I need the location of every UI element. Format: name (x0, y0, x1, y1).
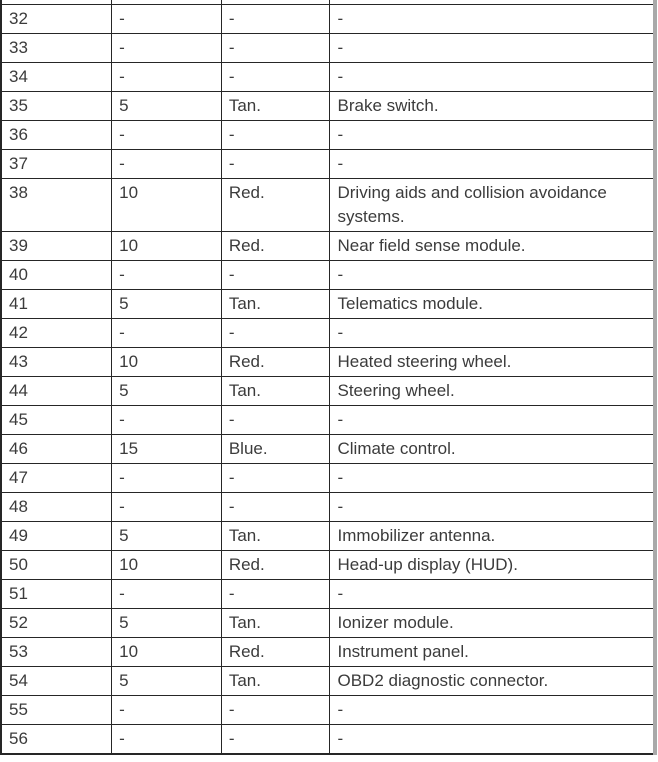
description-cell: - (330, 725, 655, 755)
fuse-table-row (1, 92, 655, 121)
fuse-color-cell: - (221, 34, 330, 63)
fuse-color-cell: Blue. (221, 435, 330, 464)
description-cell: Telematics module. (330, 290, 655, 319)
description-cell: Instrument panel. (330, 638, 655, 667)
fuse-number-cell: 41 (1, 290, 112, 319)
description-cell: - (330, 319, 655, 348)
fuse-color-cell: Red. (221, 638, 330, 667)
fuse-table-row (1, 580, 655, 609)
fuse-table-row (1, 63, 655, 92)
amperage-cell: 10 (112, 348, 222, 377)
description-cell: OBD2 diagnostic connector. (330, 667, 655, 696)
fuse-number-cell: 40 (1, 261, 112, 290)
fuse-color-cell: Red. (221, 232, 330, 261)
description-cell: - (330, 493, 655, 522)
fuse-color-cell: Tan. (221, 609, 330, 638)
fuse-color-cell: - (221, 580, 330, 609)
description-cell: - (330, 34, 655, 63)
fuse-number-cell: 54 (1, 667, 112, 696)
amperage-cell: - (112, 261, 222, 290)
fuse-table-row (1, 261, 655, 290)
fuse-color-cell: Tan. (221, 522, 330, 551)
amperage-cell: - (112, 406, 222, 435)
description-cell: Head-up display (HUD). (330, 551, 655, 580)
amperage-cell: 5 (112, 377, 222, 406)
fuse-table-row (1, 464, 655, 493)
fuse-color-cell: - (221, 493, 330, 522)
fuse-number-cell: 43 (1, 348, 112, 377)
description-cell: - (330, 464, 655, 493)
amperage-cell: - (112, 580, 222, 609)
fuse-table-row (1, 638, 655, 667)
fuse-number-cell: 42 (1, 319, 112, 348)
amperage-cell: - (112, 319, 222, 348)
amperage-cell: 10 (112, 638, 222, 667)
description-cell: Immobilizer antenna. (330, 522, 655, 551)
fuse-color-cell: Red. (221, 179, 330, 232)
fuse-table-row (1, 290, 655, 319)
fuse-color-cell: - (221, 464, 330, 493)
fuse-color-cell: - (221, 725, 330, 755)
description-cell: - (330, 580, 655, 609)
description-cell: Steering wheel. (330, 377, 655, 406)
fuse-table-row (1, 435, 655, 464)
fuse-number-cell: 48 (1, 493, 112, 522)
fuse-table-row (1, 609, 655, 638)
amperage-cell: - (112, 464, 222, 493)
amperage-cell: - (112, 5, 222, 34)
fuse-table-row (1, 551, 655, 580)
fuse-number-cell: 46 (1, 435, 112, 464)
amperage-cell: - (112, 150, 222, 179)
description-cell: - (330, 261, 655, 290)
fuse-color-cell: - (221, 63, 330, 92)
fuse-table-row (1, 232, 655, 261)
amperage-cell: 5 (112, 609, 222, 638)
fuse-color-cell: Tan. (221, 377, 330, 406)
description-cell: - (330, 63, 655, 92)
description-cell: - (330, 406, 655, 435)
description-cell: Near field sense module. (330, 232, 655, 261)
fuse-table-row (1, 5, 655, 34)
fuse-color-cell: - (221, 696, 330, 725)
description-cell: Brake switch. (330, 92, 655, 121)
fuse-color-cell: - (221, 261, 330, 290)
amperage-cell: 5 (112, 522, 222, 551)
fuse-number-cell: 56 (1, 725, 112, 755)
fuse-color-cell: Tan. (221, 290, 330, 319)
fuse-color-cell: Tan. (221, 92, 330, 121)
fuse-number-cell: 39 (1, 232, 112, 261)
description-cell: Climate control. (330, 435, 655, 464)
fuse-table-row (1, 34, 655, 63)
fuse-table-row (1, 121, 655, 150)
amperage-cell: 15 (112, 435, 222, 464)
fuse-color-cell: - (221, 319, 330, 348)
fuse-number-cell: 53 (1, 638, 112, 667)
fuse-number-cell: 35 (1, 92, 112, 121)
fuse-number-cell: 51 (1, 580, 112, 609)
fuse-number-cell: 34 (1, 63, 112, 92)
amperage-cell: - (112, 121, 222, 150)
fuse-color-cell: - (221, 406, 330, 435)
description-cell: Heated steering wheel. (330, 348, 655, 377)
fuse-table-row (1, 667, 655, 696)
fuse-table-row (1, 522, 655, 551)
description-cell: Ionizer module. (330, 609, 655, 638)
fuse-table-row (1, 406, 655, 435)
fuse-number-cell: 32 (1, 5, 112, 34)
description-cell: - (330, 121, 655, 150)
amperage-cell: 10 (112, 551, 222, 580)
amperage-cell: - (112, 493, 222, 522)
fuse-number-cell: 52 (1, 609, 112, 638)
fuse-number-cell: 47 (1, 464, 112, 493)
fuse-color-cell: Red. (221, 348, 330, 377)
fuse-number-cell: 55 (1, 696, 112, 725)
amperage-cell: - (112, 696, 222, 725)
amperage-cell: 10 (112, 179, 222, 232)
fuse-color-cell: Tan. (221, 667, 330, 696)
amperage-cell: 5 (112, 667, 222, 696)
fuse-number-cell: 49 (1, 522, 112, 551)
fuse-number-cell: 45 (1, 406, 112, 435)
amperage-cell: - (112, 34, 222, 63)
fuse-color-cell: Red. (221, 551, 330, 580)
fuse-table-row (1, 696, 655, 725)
fuse-number-cell: 44 (1, 377, 112, 406)
amperage-cell: 10 (112, 232, 222, 261)
amperage-cell: - (112, 725, 222, 755)
fuse-number-cell: 33 (1, 34, 112, 63)
fuse-table-row (1, 319, 655, 348)
fuse-table-row (1, 725, 655, 755)
fuse-color-cell: - (221, 121, 330, 150)
fuse-table-row (1, 179, 655, 232)
fuse-table-row (1, 348, 655, 377)
fuse-table-row (1, 377, 655, 406)
description-cell: - (330, 696, 655, 725)
fuse-table-body (1, 0, 655, 754)
fuse-number-cell: 37 (1, 150, 112, 179)
fuse-number-cell: 38 (1, 179, 112, 232)
description-cell: Driving aids and collision avoidance systems. (330, 179, 655, 232)
fuse-table-row (1, 493, 655, 522)
fuse-number-cell: 50 (1, 551, 112, 580)
amperage-cell: 5 (112, 92, 222, 121)
amperage-cell: 5 (112, 290, 222, 319)
description-cell: - (330, 150, 655, 179)
fuse-number-cell: 36 (1, 121, 112, 150)
fuse-color-cell: - (221, 150, 330, 179)
fuse-color-cell: - (221, 5, 330, 34)
fuse-table-row (1, 150, 655, 179)
amperage-cell: - (112, 63, 222, 92)
description-cell: - (330, 5, 655, 34)
